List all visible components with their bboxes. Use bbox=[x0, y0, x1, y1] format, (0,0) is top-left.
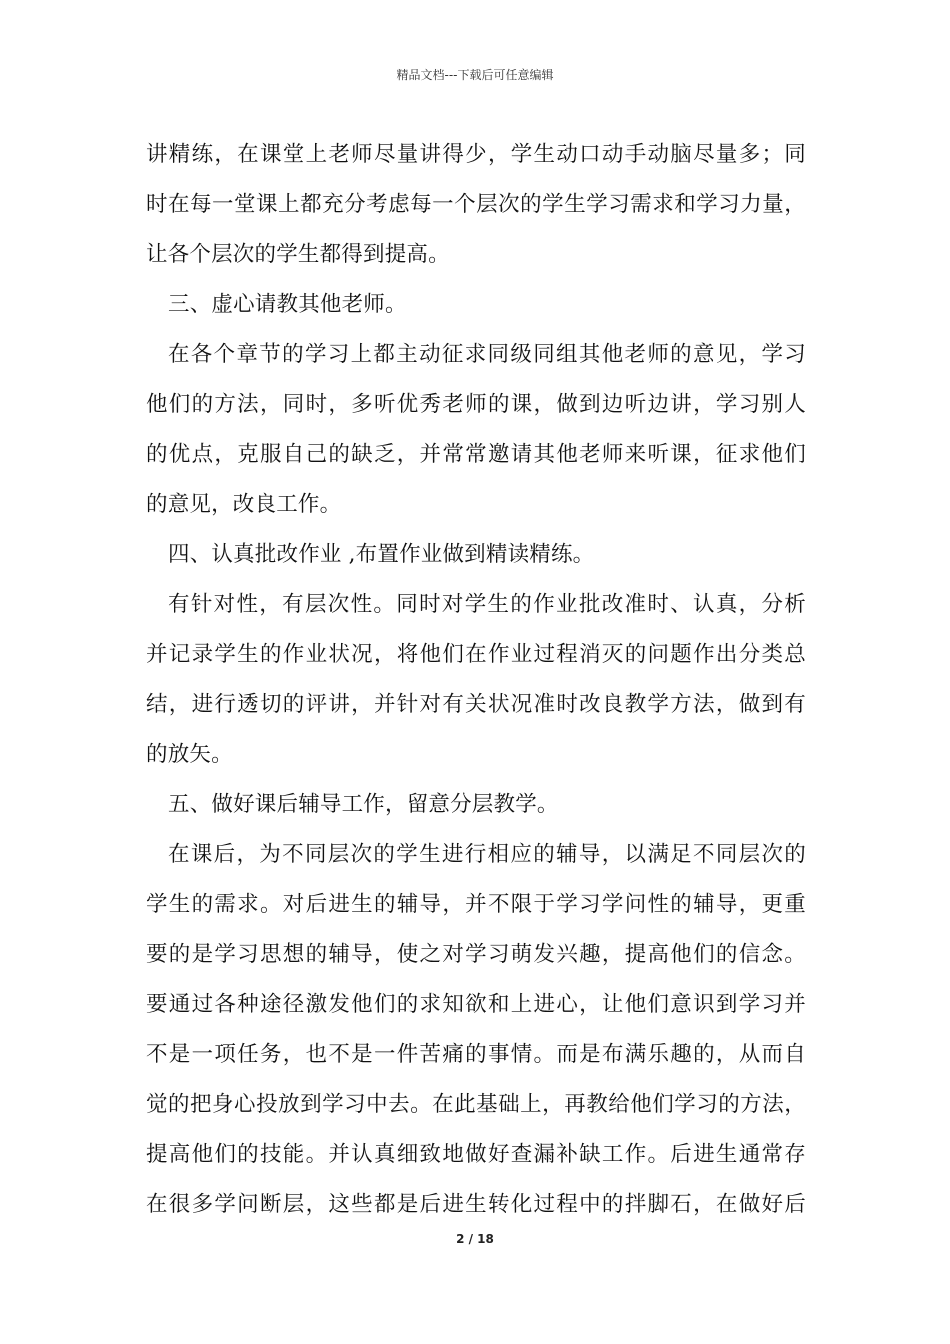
text-line-20: 觉的把身心投放到学习中去。在此基础上，再教给他们学习的方法， bbox=[146, 1092, 806, 1117]
text-line-21: 提高他们的技能。并认真细致地做好查漏补缺工作。后进生通常存 bbox=[146, 1142, 806, 1167]
text-line-22: 在很多学问断层，这些都是后进生转化过程中的拌脚石，在做好后 bbox=[146, 1192, 806, 1217]
text-line-1: 讲精练，在课堂上老师尽量讲得少，学生动口动手动脑尽量多；同 bbox=[146, 142, 806, 167]
text-line-17: 要的是学习思想的辅导，使之对学习萌发兴趣，提高他们的信念。 bbox=[146, 942, 806, 967]
page-number: 2 / 18 bbox=[456, 1232, 494, 1246]
text-line-12: 结，进行透切的评讲，并针对有关状况准时改良教学方法，做到有 bbox=[146, 692, 806, 717]
text-line-8: 的意见，改良工作。 bbox=[146, 492, 342, 517]
document-body bbox=[146, 130, 806, 1230]
text-line-15: 在课后，为不同层次的学生进行相应的辅导，以满足不同层次的 bbox=[168, 842, 806, 867]
text-line-3: 让各个层次的学生都得到提高。 bbox=[146, 242, 450, 267]
text-line-11: 并记录学生的作业状况，将他们在作业过程消灭的问题作出分类总 bbox=[146, 642, 806, 667]
text-line-13: 的放矢。 bbox=[146, 742, 233, 767]
text-line-2: 时在每一堂课上都充分考虑每一个层次的学生学习需求和学习力量， bbox=[146, 192, 806, 217]
text-line-16: 学生的需求。对后进生的辅导，并不限于学习学问性的辅导，更重 bbox=[146, 892, 806, 917]
section-heading-4: 四、认真批改作业 ,布置作业做到精读精练。 bbox=[168, 542, 595, 567]
page-header: 精品文档---下载后可任意编辑 bbox=[396, 68, 554, 82]
section-heading-3: 三、虚心请教其他老师。 bbox=[168, 292, 407, 317]
section-heading-5: 五、做好课后辅导工作，留意分层教学。 bbox=[168, 792, 559, 817]
text-line-10: 有针对性，有层次性。同时对学生的作业批改准时、认真，分析 bbox=[168, 592, 806, 617]
text-line-18: 要通过各种途径激发他们的求知欲和上进心，让他们意识到学习并 bbox=[146, 992, 806, 1017]
text-line-19: 不是一项任务，也不是一件苦痛的事情。而是布满乐趣的，从而自 bbox=[146, 1042, 806, 1067]
text-line-5: 在各个章节的学习上都主动征求同级同组其他老师的意见，学习 bbox=[168, 342, 806, 367]
text-line-6: 他们的方法，同时，多听优秀老师的课，做到边听边讲，学习别人 bbox=[146, 392, 806, 417]
text-line-7: 的优点，克服自己的缺乏，并常常邀请其他老师来听课，征求他们 bbox=[146, 442, 806, 467]
